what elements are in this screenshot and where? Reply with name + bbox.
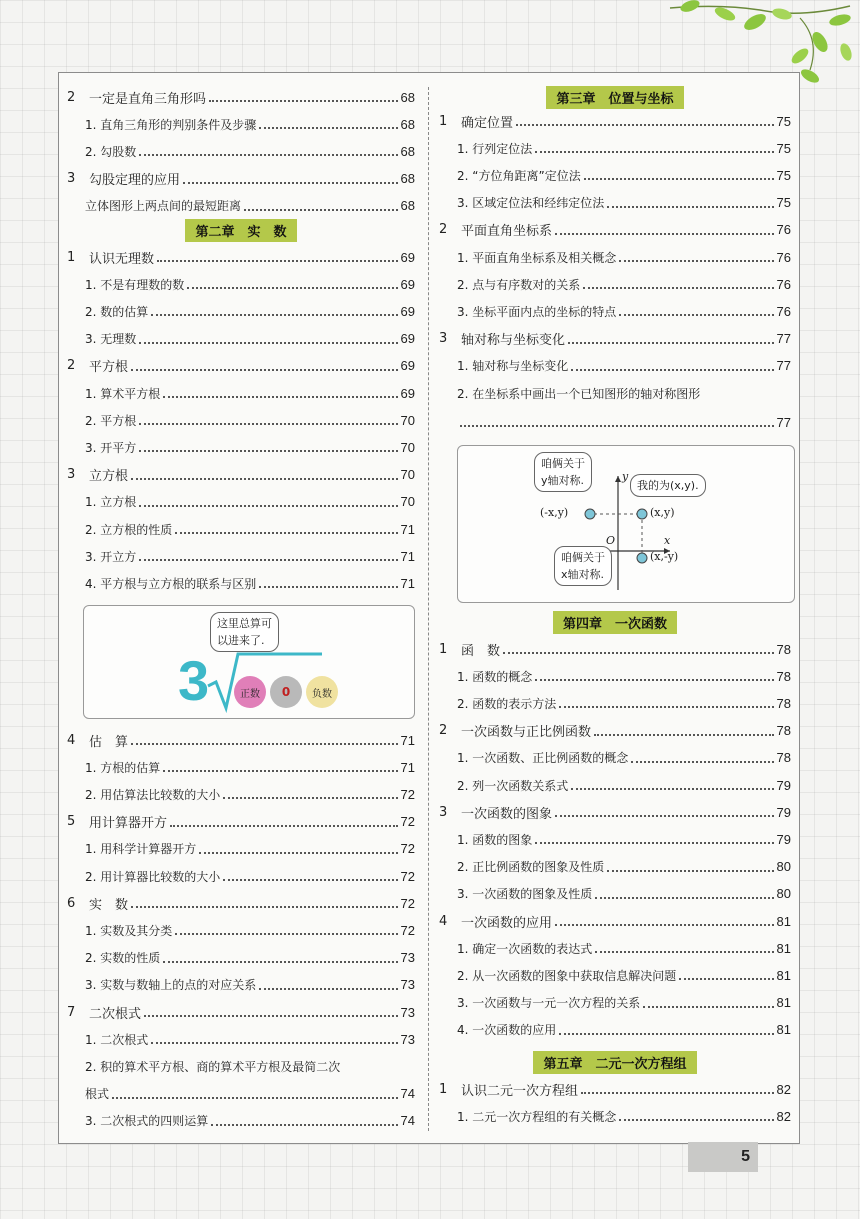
toc-row[interactable] — [457, 692, 791, 714]
toc-row[interactable] — [67, 729, 415, 751]
zero-ball: 0 — [270, 676, 302, 708]
toc-title: 3. 开平方 — [85, 440, 137, 455]
toc-row[interactable] — [85, 195, 415, 217]
point-label-bottom: (x,-y) — [650, 550, 679, 563]
bubble-own-coordinate: 我的为(x,y). — [630, 474, 706, 497]
point-label-left: (-x,y) — [540, 506, 569, 519]
leader-dots — [157, 260, 398, 262]
leader-dots — [643, 1006, 773, 1008]
toc-row[interactable] — [85, 328, 415, 350]
toc-page-number: 78 — [776, 750, 791, 766]
toc-row[interactable] — [85, 140, 415, 162]
toc-title: 一次函数的应用 — [461, 915, 553, 931]
toc-row[interactable] — [67, 246, 415, 268]
toc-section-number: 3 — [439, 331, 448, 347]
toc-title: 3. 一次函数的图象及性质 — [457, 887, 593, 902]
toc-row[interactable] — [439, 910, 791, 932]
toc-row[interactable] — [85, 273, 415, 295]
toc-row[interactable] — [457, 1019, 791, 1041]
toc-page-number: 77 — [776, 358, 791, 374]
coordinate-symmetry-illustration — [457, 445, 795, 603]
toc-page-number: 68 — [400, 171, 415, 187]
toc-section-number: 2 — [439, 723, 448, 739]
point-label-right: (x,y) — [650, 506, 675, 519]
toc-page-number: 73 — [400, 1031, 415, 1047]
toc-page-number: 76 — [776, 276, 791, 292]
toc-title: 1. 确定一次函数的表达式 — [457, 941, 593, 956]
leader-dots — [183, 182, 398, 184]
toc-title: 函 数 — [461, 643, 501, 659]
leader-dots — [535, 151, 773, 153]
origin-label: O — [606, 534, 616, 547]
toc-row[interactable] — [85, 756, 415, 778]
toc-page-number: 81 — [776, 940, 791, 956]
leader-dots — [112, 1097, 398, 1099]
toc-frame — [58, 72, 800, 1144]
x-axis-label: x — [664, 534, 671, 547]
toc-title: 一次函数的图象 — [461, 806, 553, 822]
speech-line-1: 这里总算可 — [217, 617, 272, 630]
leader-dots — [163, 396, 397, 398]
toc-page-number: 73 — [400, 977, 415, 993]
toc-row[interactable] — [457, 1105, 791, 1127]
toc-row[interactable] — [439, 720, 791, 742]
leader-dots — [581, 1092, 774, 1094]
leader-dots — [139, 423, 397, 425]
toc-page-number: 72 — [400, 814, 415, 830]
toc-title: 1. 函数的图象 — [457, 832, 533, 847]
speech-line-2: 以进来了. — [217, 634, 265, 647]
toc-page-number: 72 — [400, 895, 415, 911]
toc-title: 2. 从一次函数的图象中获取信息解决问题 — [457, 968, 677, 983]
toc-title: 实 数 — [89, 897, 129, 913]
toc-page-number: 73 — [400, 950, 415, 966]
toc-title: 认识二元一次方程组 — [461, 1083, 579, 1099]
bubble-x-line-1: 咱俩关于 — [561, 551, 605, 564]
toc-page-number: 71 — [400, 732, 415, 748]
toc-title: 1. 轴对称与坐标变化 — [457, 359, 569, 374]
toc-page-number: 71 — [400, 575, 415, 591]
toc-row[interactable] — [457, 164, 791, 186]
toc-title: 3. 二次根式的四则运算 — [85, 1114, 209, 1129]
toc-row[interactable] — [439, 638, 791, 660]
toc-page-number: 68 — [400, 143, 415, 159]
toc-page-number: 69 — [400, 358, 415, 374]
toc-row[interactable] — [85, 300, 415, 322]
toc-row[interactable] — [457, 192, 791, 214]
toc-title: 2. “方位角距离”定位法 — [457, 168, 581, 183]
leader-dots — [571, 788, 773, 790]
toc-title: 2. 用估算法比较数的大小 — [85, 787, 221, 802]
toc-section-number: 4 — [439, 913, 448, 929]
toc-page-number: 74 — [400, 1113, 415, 1129]
toc-title: 根式 — [85, 1087, 110, 1102]
leader-dots — [223, 797, 397, 799]
toc-row[interactable] — [457, 883, 791, 905]
toc-title: 立方根 — [89, 469, 129, 485]
toc-row[interactable] — [67, 168, 415, 190]
toc-row[interactable] — [67, 892, 415, 914]
toc-row[interactable] — [439, 110, 791, 132]
toc-section-number: 3 — [67, 467, 76, 483]
toc-title: 估 算 — [89, 734, 129, 750]
leader-dots — [631, 761, 773, 763]
chapter-3-title: 第三章 位置与坐标 — [546, 86, 683, 109]
toc-page-number: 81 — [776, 995, 791, 1011]
positive-number-ball: 正数 — [234, 676, 266, 708]
toc-section-number: 1 — [439, 113, 448, 129]
toc-title: 平方根 — [89, 360, 129, 376]
leader-dots — [131, 369, 398, 371]
leader-dots — [584, 178, 774, 180]
toc-page-number: 71 — [400, 521, 415, 537]
toc-row[interactable] — [457, 774, 791, 796]
toc-row[interactable] — [457, 828, 791, 850]
toc-row[interactable] — [85, 1028, 415, 1050]
leader-dots — [583, 287, 773, 289]
leader-dots — [595, 951, 773, 953]
toc-row[interactable] — [85, 838, 415, 860]
toc-page-number: 78 — [776, 723, 791, 739]
leader-dots — [555, 815, 774, 817]
toc-section-number: 1 — [439, 1081, 448, 1097]
toc-title: 1. 行列定位法 — [457, 141, 533, 156]
toc-title: 2. 平方根 — [85, 413, 137, 428]
chapter-heading-3 — [431, 84, 799, 110]
toc-page-number: 76 — [776, 303, 791, 319]
chapter-heading-2 — [59, 217, 423, 243]
toc-section-number: 2 — [439, 222, 448, 238]
toc-section-number: 3 — [67, 171, 76, 187]
page-number — [688, 1142, 758, 1172]
y-axis-label: y — [622, 470, 629, 483]
leader-dots — [209, 100, 398, 102]
bubble-y-line-2: y轴对称. — [541, 474, 585, 487]
toc-page-number: 69 — [400, 331, 415, 347]
leader-dots — [259, 586, 397, 588]
toc-row[interactable] — [85, 1110, 415, 1132]
toc-title: 3. 一次函数与一元一次方程的关系 — [457, 996, 641, 1011]
toc-page-number: 82 — [776, 1108, 791, 1124]
toc-title: 3. 坐标平面内点的坐标的特点 — [457, 304, 617, 319]
toc-row[interactable] — [439, 1078, 791, 1100]
leader-dots — [139, 154, 397, 156]
toc-title: 1. 二次根式 — [85, 1032, 149, 1047]
leader-dots — [619, 260, 773, 262]
leader-dots — [211, 1124, 397, 1126]
toc-row[interactable] — [67, 86, 415, 108]
leader-dots — [568, 342, 774, 344]
toc-row[interactable] — [85, 974, 415, 996]
toc-page-number: 68 — [400, 116, 415, 132]
leader-dots — [151, 314, 397, 316]
toc-section-number: 1 — [439, 641, 448, 657]
toc-title: 2. 数的估算 — [85, 304, 149, 319]
leader-dots — [607, 206, 773, 208]
toc-row[interactable] — [67, 811, 415, 833]
toc-page-number: 76 — [776, 222, 791, 238]
leader-dots — [187, 287, 397, 289]
leader-dots — [535, 842, 773, 844]
toc-page-number: 69 — [400, 303, 415, 319]
toc-page-number: 78 — [776, 695, 791, 711]
leader-dots — [139, 342, 397, 344]
toc-page-number: 71 — [400, 759, 415, 775]
toc-row[interactable] — [85, 113, 415, 135]
toc-page-number: 75 — [776, 167, 791, 183]
leader-dots — [244, 209, 398, 211]
leader-dots — [163, 770, 397, 772]
leader-dots — [259, 988, 397, 990]
toc-title: 3. 区域定位法和经纬定位法 — [457, 196, 605, 211]
toc-title: 2. 点与有序数对的关系 — [457, 277, 581, 292]
toc-page-number: 75 — [776, 113, 791, 129]
toc-page-number: 82 — [776, 1081, 791, 1097]
chapter-2-title: 第二章 实 数 — [185, 219, 296, 242]
toc-title: 确定位置 — [461, 115, 514, 131]
toc-row[interactable] — [457, 246, 791, 268]
toc-continuation-row[interactable] — [457, 411, 791, 433]
toc-row[interactable] — [457, 300, 791, 322]
negative-number-ball: 负数 — [306, 676, 338, 708]
toc-page-number: 70 — [400, 467, 415, 483]
leader-dots — [619, 1119, 773, 1121]
bubble-y-line-1: 咱俩关于 — [541, 457, 585, 470]
toc-page-number: 81 — [776, 913, 791, 929]
toc-title: 2. 正比例函数的图象及性质 — [457, 860, 605, 875]
toc-title: 立体图形上两点间的最短距离 — [85, 199, 242, 214]
toc-page-number: 72 — [400, 868, 415, 884]
toc-page-number: 75 — [776, 195, 791, 211]
toc-section-number: 5 — [67, 814, 76, 830]
leader-dots — [223, 879, 397, 881]
toc-page-number: 70 — [400, 494, 415, 510]
toc-row[interactable] — [85, 865, 415, 887]
toc-row[interactable] — [85, 572, 415, 594]
toc-row[interactable] — [439, 219, 791, 241]
toc-page-number: 80 — [776, 859, 791, 875]
toc-title: 2. 积的算术平方根、商的算术平方根及最简二次 — [85, 1059, 341, 1074]
toc-title: 1. 实数及其分类 — [85, 923, 173, 938]
radical-sign-icon — [204, 646, 324, 716]
toc-row[interactable] — [85, 409, 415, 431]
toc-page-number: 75 — [776, 140, 791, 156]
leader-dots — [139, 505, 397, 507]
leader-dots — [144, 1015, 398, 1017]
toc-title: 2. 列一次函数关系式 — [457, 778, 569, 793]
toc-page-number: 81 — [776, 967, 791, 983]
toc-page-number: 77 — [776, 414, 791, 430]
toc-title: 1. 用科学计算器开方 — [85, 842, 197, 857]
toc-row[interactable] — [457, 856, 791, 878]
toc-row[interactable] — [457, 137, 791, 159]
toc-row[interactable] — [457, 355, 791, 377]
leader-dots — [503, 652, 774, 654]
leader-dots — [139, 559, 397, 561]
leader-dots — [131, 743, 398, 745]
leader-dots — [170, 825, 398, 827]
leader-dots — [131, 478, 398, 480]
toc-page-number: 81 — [776, 1022, 791, 1038]
toc-title: 1. 平面直角坐标系及相关概念 — [457, 250, 617, 265]
chapter-4-title: 第四章 一次函数 — [553, 611, 677, 634]
toc-page-number: 69 — [400, 276, 415, 292]
toc-page-number: 78 — [776, 641, 791, 657]
toc-page-number: 70 — [400, 439, 415, 455]
toc-title: 2. 在坐标系中画出一个已知图形的轴对称图形 — [457, 386, 701, 401]
toc-section-number: 6 — [67, 895, 76, 911]
toc-title: 勾股定理的应用 — [89, 173, 181, 189]
toc-row[interactable] — [85, 947, 415, 969]
toc-section-number: 2 — [67, 89, 76, 105]
leader-dots — [259, 127, 397, 129]
toc-row[interactable] — [457, 747, 791, 769]
column-divider — [428, 87, 429, 1131]
toc-title: 2. 勾股数 — [85, 144, 137, 159]
leader-dots — [139, 450, 397, 452]
toc-row[interactable] — [85, 436, 415, 458]
toc-page-number: 78 — [776, 668, 791, 684]
toc-title: 3. 开立方 — [85, 549, 137, 564]
toc-title: 1. 直角三角形的判别条件及步骤 — [85, 117, 257, 132]
toc-row[interactable] — [457, 665, 791, 687]
toc-row[interactable] — [67, 1001, 415, 1023]
toc-title: 2. 立方根的性质 — [85, 522, 173, 537]
leader-dots — [679, 978, 773, 980]
toc-page-number: 70 — [400, 412, 415, 428]
toc-section-number: 1 — [67, 249, 76, 265]
toc-title: 1. 立方根 — [85, 495, 137, 510]
toc-title: 1. 一次函数、正比例函数的概念 — [457, 751, 629, 766]
leader-dots — [460, 425, 774, 427]
toc-title: 用计算器开方 — [89, 816, 168, 832]
toc-title: 1. 算术平方根 — [85, 386, 161, 401]
chapter-heading-5 — [431, 1049, 799, 1075]
toc-page-number: 73 — [400, 1004, 415, 1020]
toc-page-number: 68 — [400, 198, 415, 214]
toc-row[interactable] — [85, 518, 415, 540]
toc-title: 二次根式 — [89, 1006, 142, 1022]
toc-title: 2. 函数的表示方法 — [457, 696, 557, 711]
toc-title: 认识无理数 — [89, 251, 155, 267]
toc-page-number: 74 — [400, 1086, 415, 1102]
toc-title: 1. 不是有理数的数 — [85, 277, 185, 292]
toc-row[interactable] — [85, 919, 415, 941]
toc-row[interactable] — [439, 328, 791, 350]
leader-dots — [555, 924, 774, 926]
toc-page-number: 77 — [776, 331, 791, 347]
toc-page-number: 69 — [400, 249, 415, 265]
toc-title: 轴对称与坐标变化 — [461, 333, 566, 349]
toc-title: 一定是直角三角形吗 — [89, 91, 207, 107]
toc-page-number: 72 — [400, 786, 415, 802]
toc-page-number: 79 — [776, 831, 791, 847]
cube-root-illustration — [83, 605, 415, 719]
toc-page-number: 76 — [776, 249, 791, 265]
toc-title: 1. 二元一次方程组的有关概念 — [457, 1109, 617, 1124]
toc-row[interactable] — [67, 355, 415, 377]
bubble-x-line-2: x轴对称. — [561, 568, 605, 581]
toc-section-number: 4 — [67, 732, 76, 748]
leader-dots — [151, 1042, 397, 1044]
leader-dots — [199, 852, 397, 854]
toc-title: 3. 实数与数轴上的点的对应关系 — [85, 978, 257, 993]
toc-page-number: 79 — [776, 777, 791, 793]
toc-page-number: 80 — [776, 886, 791, 902]
toc-title: 4. 平方根与立方根的联系与区别 — [85, 576, 257, 591]
leader-dots — [175, 933, 397, 935]
toc-title: 3. 无理数 — [85, 332, 137, 347]
toc-title: 1. 方根的估算 — [85, 760, 161, 775]
toc-page-number: 72 — [400, 922, 415, 938]
leader-dots — [571, 369, 773, 371]
leader-dots — [555, 233, 774, 235]
toc-row[interactable] — [457, 382, 791, 404]
toc-row[interactable] — [457, 937, 791, 959]
leader-dots — [607, 870, 773, 872]
leader-dots — [559, 1033, 773, 1035]
bubble-x-axis-symmetry — [554, 546, 612, 586]
toc-title: 平面直角坐标系 — [461, 224, 553, 240]
leader-dots — [535, 679, 773, 681]
toc-row[interactable] — [85, 1083, 415, 1105]
toc-row[interactable] — [85, 491, 415, 513]
cube-root-digit: 3 — [178, 649, 210, 712]
toc-page-number: 79 — [776, 804, 791, 820]
toc-title: 4. 一次函数的应用 — [457, 1023, 557, 1038]
leader-dots — [559, 706, 773, 708]
leader-dots — [595, 897, 773, 899]
leader-dots — [594, 734, 774, 736]
toc-page-number: 68 — [400, 89, 415, 105]
toc-section-number: 3 — [439, 804, 448, 820]
toc-row[interactable] — [85, 545, 415, 567]
page-number-text: 5 — [741, 1148, 750, 1165]
leader-dots — [619, 314, 773, 316]
leader-dots — [163, 961, 397, 963]
toc-row[interactable] — [85, 382, 415, 404]
toc-row[interactable] — [67, 464, 415, 486]
toc-title: 一次函数与正比例函数 — [461, 725, 592, 741]
toc-page-number: 72 — [400, 841, 415, 857]
toc-section-number: 7 — [67, 1004, 76, 1020]
bubble-y-axis-symmetry — [534, 452, 592, 492]
toc-title: 1. 函数的概念 — [457, 669, 533, 684]
toc-section-number: 2 — [67, 358, 76, 374]
toc-page-number: 71 — [400, 548, 415, 564]
chapter-heading-4 — [431, 609, 799, 635]
toc-row[interactable] — [457, 992, 791, 1014]
leader-dots — [175, 532, 397, 534]
chapter-5-title: 第五章 二元一次方程组 — [533, 1051, 696, 1074]
toc-title: 2. 实数的性质 — [85, 951, 161, 966]
toc-page-number: 69 — [400, 385, 415, 401]
leader-dots — [131, 906, 398, 908]
toc-row[interactable] — [457, 964, 791, 986]
toc-row[interactable] — [85, 1055, 415, 1077]
toc-row[interactable] — [85, 783, 415, 805]
leader-dots — [516, 124, 774, 126]
toc-title: 2. 用计算器比较数的大小 — [85, 869, 221, 884]
toc-row[interactable] — [457, 273, 791, 295]
toc-row[interactable] — [439, 801, 791, 823]
